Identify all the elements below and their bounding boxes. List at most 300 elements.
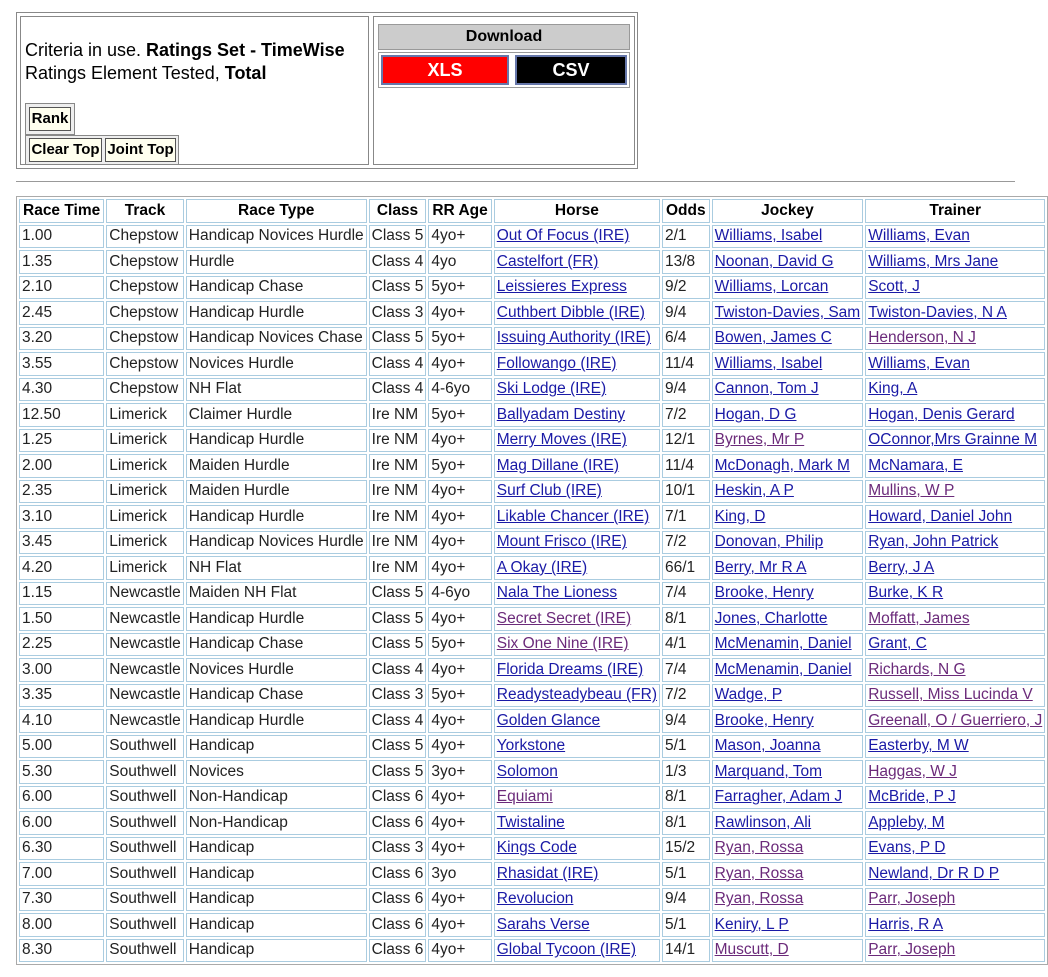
trainer-link[interactable]: Howard, Daniel John xyxy=(868,507,1013,525)
download-cell xyxy=(373,16,635,165)
horse-link[interactable]: Equiami xyxy=(496,788,553,806)
odds-cell: 7/2 xyxy=(662,684,710,708)
rank-button[interactable]: Rank xyxy=(29,107,71,131)
track-cell: Limerick xyxy=(106,454,184,478)
jockey-cell xyxy=(712,250,864,274)
race-time-cell: 3.00 xyxy=(19,658,104,682)
track-cell: Southwell xyxy=(106,811,184,835)
table-row xyxy=(19,607,1045,631)
jockey-link[interactable]: McDonagh, Mark M xyxy=(714,456,850,474)
trainer-link[interactable]: Easterby, M W xyxy=(868,737,969,755)
trainer-link[interactable]: Williams, Evan xyxy=(868,354,970,372)
trainer-link[interactable]: Greenall, O / Guerriero, J xyxy=(868,711,1043,729)
track-cell: Newcastle xyxy=(106,658,184,682)
odds-cell: 8/1 xyxy=(662,786,710,810)
age-cell: 4yo+ xyxy=(428,301,491,325)
class-cell: Class 4 xyxy=(369,250,427,274)
criteria-text xyxy=(25,39,345,85)
track-cell: Southwell xyxy=(106,939,184,963)
jockey-link[interactable]: Brooke, Henry xyxy=(714,584,814,602)
race-type-cell: Novices Hurdle xyxy=(186,658,367,682)
horse-cell xyxy=(494,378,660,402)
column-header-track: Track xyxy=(106,199,184,223)
horse-link[interactable]: Global Tycoon (IRE) xyxy=(496,941,637,959)
odds-cell: 8/1 xyxy=(662,607,710,631)
race-type-cell: Handicap Hurdle xyxy=(186,505,367,529)
horse-link[interactable]: Sarahs Verse xyxy=(496,915,590,933)
trainer-link[interactable]: Haggas, W J xyxy=(868,762,957,780)
trainer-link[interactable]: Scott, J xyxy=(868,278,920,296)
trainer-cell xyxy=(865,888,1045,912)
trainer-cell xyxy=(865,582,1045,606)
track-cell: Newcastle xyxy=(106,709,184,733)
horse-cell xyxy=(494,352,660,376)
track-cell: Newcastle xyxy=(106,607,184,631)
trainer-link[interactable]: Parr, Joseph xyxy=(868,941,956,959)
jockey-link[interactable]: King, D xyxy=(714,507,766,525)
jockey-cell xyxy=(712,301,864,325)
table-row xyxy=(19,301,1045,325)
joint-top-button[interactable]: Joint Top xyxy=(105,138,176,162)
trainer-link[interactable]: King, A xyxy=(868,380,918,398)
age-cell: 4yo+ xyxy=(428,505,491,529)
trainer-link[interactable]: Ryan, John Patrick xyxy=(868,533,999,551)
trainer-cell xyxy=(865,454,1045,478)
table-row xyxy=(19,327,1045,351)
trainer-link[interactable]: McBride, P J xyxy=(868,788,956,806)
horse-cell xyxy=(494,607,660,631)
race-time-cell: 7.00 xyxy=(19,862,104,886)
race-type-cell: Handicap Chase xyxy=(186,633,367,657)
horse-link[interactable]: Twistaline xyxy=(496,813,565,831)
jockey-link[interactable]: Mason, Joanna xyxy=(714,737,821,755)
horse-link[interactable]: Readysteadybeau (FR) xyxy=(496,686,657,704)
xls-download-button[interactable]: XLS xyxy=(381,55,509,85)
horse-link[interactable]: Six One Nine (IRE) xyxy=(496,635,629,653)
race-type-cell: Handicap xyxy=(186,888,367,912)
horse-link[interactable]: Mag Dillane (IRE) xyxy=(496,456,620,474)
odds-cell: 8/1 xyxy=(662,811,710,835)
class-cell: Ire NM xyxy=(369,403,427,427)
class-cell: Ire NM xyxy=(369,429,427,453)
trainer-cell xyxy=(865,225,1045,249)
jockey-link[interactable]: Cannon, Tom J xyxy=(714,380,819,398)
horse-link[interactable]: Yorkstone xyxy=(496,737,566,755)
class-cell: Class 4 xyxy=(369,378,427,402)
trainer-cell xyxy=(865,862,1045,886)
race-type-cell: Handicap Novices Chase xyxy=(186,327,367,351)
class-cell: Class 3 xyxy=(369,301,427,325)
top-buttons-frame xyxy=(25,135,179,165)
horse-link[interactable]: Kings Code xyxy=(496,839,577,857)
clear-top-button[interactable]: Clear Top xyxy=(29,138,102,162)
age-cell: 4yo+ xyxy=(428,913,491,937)
class-cell: Ire NM xyxy=(369,556,427,580)
jockey-link[interactable]: Muscutt, D xyxy=(714,941,789,959)
trainer-link[interactable]: Twiston-Davies, N A xyxy=(868,303,1007,321)
odds-cell: 9/4 xyxy=(662,378,710,402)
horse-link[interactable]: Leissieres Express xyxy=(496,278,627,296)
trainer-link[interactable]: Parr, Joseph xyxy=(868,890,956,908)
horse-cell xyxy=(494,837,660,861)
horse-cell xyxy=(494,454,660,478)
class-cell: Ire NM xyxy=(369,505,427,529)
rank-button-frame xyxy=(25,103,75,135)
column-header-race-type: Race Type xyxy=(186,199,367,223)
track-cell: Limerick xyxy=(106,429,184,453)
age-cell: 5yo+ xyxy=(428,276,491,300)
jockey-cell xyxy=(712,862,864,886)
race-type-cell: NH Flat xyxy=(186,378,367,402)
jockey-cell xyxy=(712,633,864,657)
age-cell: 4yo+ xyxy=(428,352,491,376)
track-cell: Chepstow xyxy=(106,250,184,274)
age-cell: 4yo xyxy=(428,250,491,274)
race-type-cell: Handicap Chase xyxy=(186,684,367,708)
horse-cell xyxy=(494,939,660,963)
trainer-cell xyxy=(865,276,1045,300)
trainer-link[interactable]: McNamara, E xyxy=(868,456,963,474)
trainer-link[interactable]: Berry, J A xyxy=(868,558,935,576)
table-row xyxy=(19,709,1045,733)
age-cell: 4yo+ xyxy=(428,658,491,682)
trainer-cell xyxy=(865,760,1045,784)
class-cell: Class 6 xyxy=(369,786,427,810)
race-time-cell: 2.25 xyxy=(19,633,104,657)
odds-cell: 5/1 xyxy=(662,862,710,886)
jockey-cell xyxy=(712,276,864,300)
race-type-cell: Hurdle xyxy=(186,250,367,274)
jockey-cell xyxy=(712,913,864,937)
class-cell: Class 6 xyxy=(369,811,427,835)
jockey-link[interactable]: Farragher, Adam J xyxy=(714,788,843,806)
horse-cell xyxy=(494,709,660,733)
jockey-cell xyxy=(712,786,864,810)
odds-cell: 66/1 xyxy=(662,556,710,580)
jockey-cell xyxy=(712,556,864,580)
track-cell: Newcastle xyxy=(106,582,184,606)
race-time-cell: 3.35 xyxy=(19,684,104,708)
trainer-cell xyxy=(865,531,1045,555)
horse-link[interactable]: Likable Chancer (IRE) xyxy=(496,507,650,525)
jockey-link[interactable]: Rawlinson, Ali xyxy=(714,813,812,831)
trainer-cell xyxy=(865,658,1045,682)
table-row xyxy=(19,250,1045,274)
class-cell: Class 3 xyxy=(369,684,427,708)
jockey-link[interactable]: McMenamin, Daniel xyxy=(714,660,852,678)
jockey-cell xyxy=(712,505,864,529)
race-type-cell: Novices Hurdle xyxy=(186,352,367,376)
horse-link[interactable]: Florida Dreams (IRE) xyxy=(496,660,644,678)
horse-cell xyxy=(494,811,660,835)
horse-cell xyxy=(494,760,660,784)
race-time-cell: 3.55 xyxy=(19,352,104,376)
jockey-cell xyxy=(712,403,864,427)
divider xyxy=(16,181,1015,182)
jockey-link[interactable]: Williams, Lorcan xyxy=(714,278,829,296)
race-time-cell: 8.30 xyxy=(19,939,104,963)
trainer-link[interactable]: Williams, Evan xyxy=(868,227,970,245)
age-cell: 4yo+ xyxy=(428,786,491,810)
track-cell: Chepstow xyxy=(106,301,184,325)
race-time-cell: 6.30 xyxy=(19,837,104,861)
odds-cell: 9/4 xyxy=(662,709,710,733)
horse-link[interactable]: Merry Moves (IRE) xyxy=(496,431,627,449)
age-cell: 5yo+ xyxy=(428,633,491,657)
trainer-link[interactable]: Moffatt, James xyxy=(868,609,970,627)
trainer-cell xyxy=(865,633,1045,657)
table-row xyxy=(19,276,1045,300)
element-prefix: Ratings Element Tested, xyxy=(25,63,225,83)
race-time-cell: 4.10 xyxy=(19,709,104,733)
age-cell: 5yo+ xyxy=(428,403,491,427)
class-cell: Class 4 xyxy=(369,658,427,682)
odds-cell: 4/1 xyxy=(662,633,710,657)
column-header-jockey: Jockey xyxy=(712,199,864,223)
trainer-link[interactable]: Newland, Dr R D P xyxy=(868,864,1000,882)
race-type-cell: Non-Handicap xyxy=(186,811,367,835)
age-cell: 4yo+ xyxy=(428,225,491,249)
track-cell: Newcastle xyxy=(106,633,184,657)
race-type-cell: Maiden Hurdle xyxy=(186,454,367,478)
race-type-cell: Non-Handicap xyxy=(186,786,367,810)
age-cell: 4-6yo xyxy=(428,582,491,606)
track-cell: Southwell xyxy=(106,760,184,784)
age-cell: 5yo+ xyxy=(428,327,491,351)
class-cell: Ire NM xyxy=(369,480,427,504)
trainer-link[interactable]: Burke, K R xyxy=(868,584,944,602)
age-cell: 4yo+ xyxy=(428,480,491,504)
horse-cell xyxy=(494,429,660,453)
table-row xyxy=(19,505,1045,529)
horse-link[interactable]: Castelfort (FR) xyxy=(496,252,599,270)
jockey-link[interactable]: Williams, Isabel xyxy=(714,227,823,245)
class-cell: Class 5 xyxy=(369,735,427,759)
race-time-cell: 8.00 xyxy=(19,913,104,937)
trainer-cell xyxy=(865,556,1045,580)
horse-link[interactable]: Nala The Lioness xyxy=(496,584,618,602)
trainer-cell xyxy=(865,505,1045,529)
race-type-cell: Handicap xyxy=(186,862,367,886)
jockey-cell xyxy=(712,684,864,708)
table-row xyxy=(19,735,1045,759)
age-cell: 4yo+ xyxy=(428,837,491,861)
odds-cell: 12/1 xyxy=(662,429,710,453)
race-type-cell: Handicap xyxy=(186,939,367,963)
horse-link[interactable]: Mount Frisco (IRE) xyxy=(496,533,627,551)
horse-cell xyxy=(494,327,660,351)
odds-cell: 10/1 xyxy=(662,480,710,504)
table-row xyxy=(19,939,1045,963)
trainer-cell xyxy=(865,735,1045,759)
jockey-link[interactable]: Byrnes, Mr P xyxy=(714,431,805,449)
jockey-cell xyxy=(712,735,864,759)
column-header-race-time: Race Time xyxy=(19,199,104,223)
horse-cell xyxy=(494,505,660,529)
trainer-link[interactable]: Russell, Miss Lucinda V xyxy=(868,686,1033,704)
jockey-link[interactable]: Ryan, Rossa xyxy=(714,890,804,908)
track-cell: Chepstow xyxy=(106,276,184,300)
trainer-link[interactable]: Appleby, M xyxy=(868,813,945,831)
horse-link[interactable]: A Okay (IRE) xyxy=(496,558,588,576)
jockey-link[interactable]: Brooke, Henry xyxy=(714,711,814,729)
table-row xyxy=(19,811,1045,835)
age-cell: 4yo+ xyxy=(428,811,491,835)
jockey-link[interactable]: Noonan, David G xyxy=(714,252,834,270)
race-type-cell: Handicap Hurdle xyxy=(186,301,367,325)
odds-cell: 5/1 xyxy=(662,735,710,759)
horse-link[interactable]: Followango (IRE) xyxy=(496,354,617,372)
horse-link[interactable]: Solomon xyxy=(496,762,558,780)
jockey-cell xyxy=(712,378,864,402)
jockey-link[interactable]: Heskin, A P xyxy=(714,482,794,500)
age-cell: 4yo+ xyxy=(428,735,491,759)
download-header: Download xyxy=(378,24,630,50)
odds-cell: 9/2 xyxy=(662,276,710,300)
horse-cell xyxy=(494,531,660,555)
horse-link[interactable]: Issuing Authority (IRE) xyxy=(496,329,651,347)
table-row xyxy=(19,454,1045,478)
table-body xyxy=(19,225,1045,963)
table-row xyxy=(19,888,1045,912)
table-row xyxy=(19,582,1045,606)
race-type-cell: Maiden NH Flat xyxy=(186,582,367,606)
jockey-link[interactable]: Williams, Isabel xyxy=(714,354,823,372)
jockey-cell xyxy=(712,607,864,631)
jockey-link[interactable]: Ryan, Rossa xyxy=(714,839,804,857)
track-cell: Limerick xyxy=(106,531,184,555)
odds-cell: 7/2 xyxy=(662,531,710,555)
jockey-link[interactable]: Marquand, Tom xyxy=(714,762,823,780)
trainer-link[interactable]: Mullins, W P xyxy=(868,482,955,500)
table-row xyxy=(19,684,1045,708)
horse-cell xyxy=(494,684,660,708)
trainer-cell xyxy=(865,403,1045,427)
column-header-odds: Odds xyxy=(662,199,710,223)
horse-link[interactable]: Surf Club (IRE) xyxy=(496,482,602,500)
trainer-link[interactable]: Henderson, N J xyxy=(868,329,976,347)
age-cell: 5yo+ xyxy=(428,684,491,708)
jockey-cell xyxy=(712,225,864,249)
odds-cell: 1/3 xyxy=(662,760,710,784)
trainer-cell xyxy=(865,250,1045,274)
race-time-cell: 2.10 xyxy=(19,276,104,300)
race-type-cell: Claimer Hurdle xyxy=(186,403,367,427)
table-row xyxy=(19,480,1045,504)
jockey-link[interactable]: McMenamin, Daniel xyxy=(714,635,852,653)
horse-link[interactable]: Rhasidat (IRE) xyxy=(496,864,599,882)
column-header-class: Class xyxy=(369,199,427,223)
trainer-link[interactable]: Williams, Mrs Jane xyxy=(868,252,999,270)
age-cell: 3yo+ xyxy=(428,760,491,784)
odds-cell: 14/1 xyxy=(662,939,710,963)
class-cell: Ire NM xyxy=(369,531,427,555)
odds-cell: 5/1 xyxy=(662,913,710,937)
trainer-link[interactable]: Grant, C xyxy=(868,635,927,653)
age-cell: 4yo+ xyxy=(428,607,491,631)
trainer-link[interactable]: Hogan, Denis Gerard xyxy=(868,405,1015,423)
trainer-cell xyxy=(865,480,1045,504)
jockey-cell xyxy=(712,760,864,784)
jockey-cell xyxy=(712,811,864,835)
table-row xyxy=(19,913,1045,937)
race-type-cell: Handicap Hurdle xyxy=(186,709,367,733)
track-cell: Southwell xyxy=(106,862,184,886)
track-cell: Limerick xyxy=(106,480,184,504)
horse-link[interactable]: Revolucion xyxy=(496,890,574,908)
jockey-link[interactable]: Twiston-Davies, Sam xyxy=(714,303,861,321)
race-time-cell: 2.35 xyxy=(19,480,104,504)
jockey-link[interactable]: Donovan, Philip xyxy=(714,533,824,551)
trainer-link[interactable]: OConnor,Mrs Grainne M xyxy=(868,431,1038,449)
horse-link[interactable]: Ballyadam Destiny xyxy=(496,405,626,423)
trainer-cell xyxy=(865,429,1045,453)
race-type-cell: Handicap Chase xyxy=(186,276,367,300)
age-cell: 5yo+ xyxy=(428,454,491,478)
horse-cell xyxy=(494,633,660,657)
class-cell: Class 5 xyxy=(369,760,427,784)
race-type-cell: Handicap xyxy=(186,735,367,759)
ratings-set-label: Ratings Set - TimeWise xyxy=(146,40,345,60)
trainer-cell xyxy=(865,811,1045,835)
table-row xyxy=(19,837,1045,861)
age-cell: 4yo+ xyxy=(428,709,491,733)
horse-link[interactable]: Cuthbert Dibble (IRE) xyxy=(496,303,645,321)
trainer-link[interactable]: Richards, N G xyxy=(868,660,966,678)
trainer-cell xyxy=(865,352,1045,376)
race-time-cell: 1.50 xyxy=(19,607,104,631)
class-cell: Class 6 xyxy=(369,862,427,886)
jockey-link[interactable]: Wadge, P xyxy=(714,686,783,704)
track-cell: Chepstow xyxy=(106,225,184,249)
odds-cell: 15/2 xyxy=(662,837,710,861)
horse-cell xyxy=(494,403,660,427)
jockey-link[interactable]: Hogan, D G xyxy=(714,405,797,423)
horse-link[interactable]: Golden Glance xyxy=(496,711,601,729)
jockey-link[interactable]: Keniry, L P xyxy=(714,915,789,933)
table-row xyxy=(19,556,1045,580)
race-time-cell: 2.00 xyxy=(19,454,104,478)
jockey-link[interactable]: Ryan, Rossa xyxy=(714,864,804,882)
trainer-link[interactable]: Harris, R A xyxy=(868,915,944,933)
jockey-link[interactable]: Jones, Charlotte xyxy=(714,609,828,627)
csv-download-button[interactable]: CSV xyxy=(515,55,627,85)
jockey-cell xyxy=(712,480,864,504)
horse-cell xyxy=(494,862,660,886)
age-cell: 4yo+ xyxy=(428,556,491,580)
trainer-cell xyxy=(865,607,1045,631)
horse-cell xyxy=(494,225,660,249)
jockey-cell xyxy=(712,531,864,555)
odds-cell: 9/4 xyxy=(662,301,710,325)
jockey-link[interactable]: Berry, Mr R A xyxy=(714,558,807,576)
class-cell: Class 5 xyxy=(369,327,427,351)
race-time-cell: 12.50 xyxy=(19,403,104,427)
horse-cell xyxy=(494,582,660,606)
odds-cell: 11/4 xyxy=(662,352,710,376)
horse-link[interactable]: Out Of Focus (IRE) xyxy=(496,227,630,245)
track-cell: Newcastle xyxy=(106,684,184,708)
trainer-link[interactable]: Evans, P D xyxy=(868,839,946,857)
class-cell: Class 4 xyxy=(369,352,427,376)
track-cell: Southwell xyxy=(106,837,184,861)
class-cell: Class 5 xyxy=(369,582,427,606)
horse-link[interactable]: Ski Lodge (IRE) xyxy=(496,380,607,398)
horse-link[interactable]: Secret Secret (IRE) xyxy=(496,609,632,627)
odds-cell: 7/4 xyxy=(662,658,710,682)
jockey-link[interactable]: Bowen, James C xyxy=(714,329,832,347)
class-cell: Class 6 xyxy=(369,888,427,912)
